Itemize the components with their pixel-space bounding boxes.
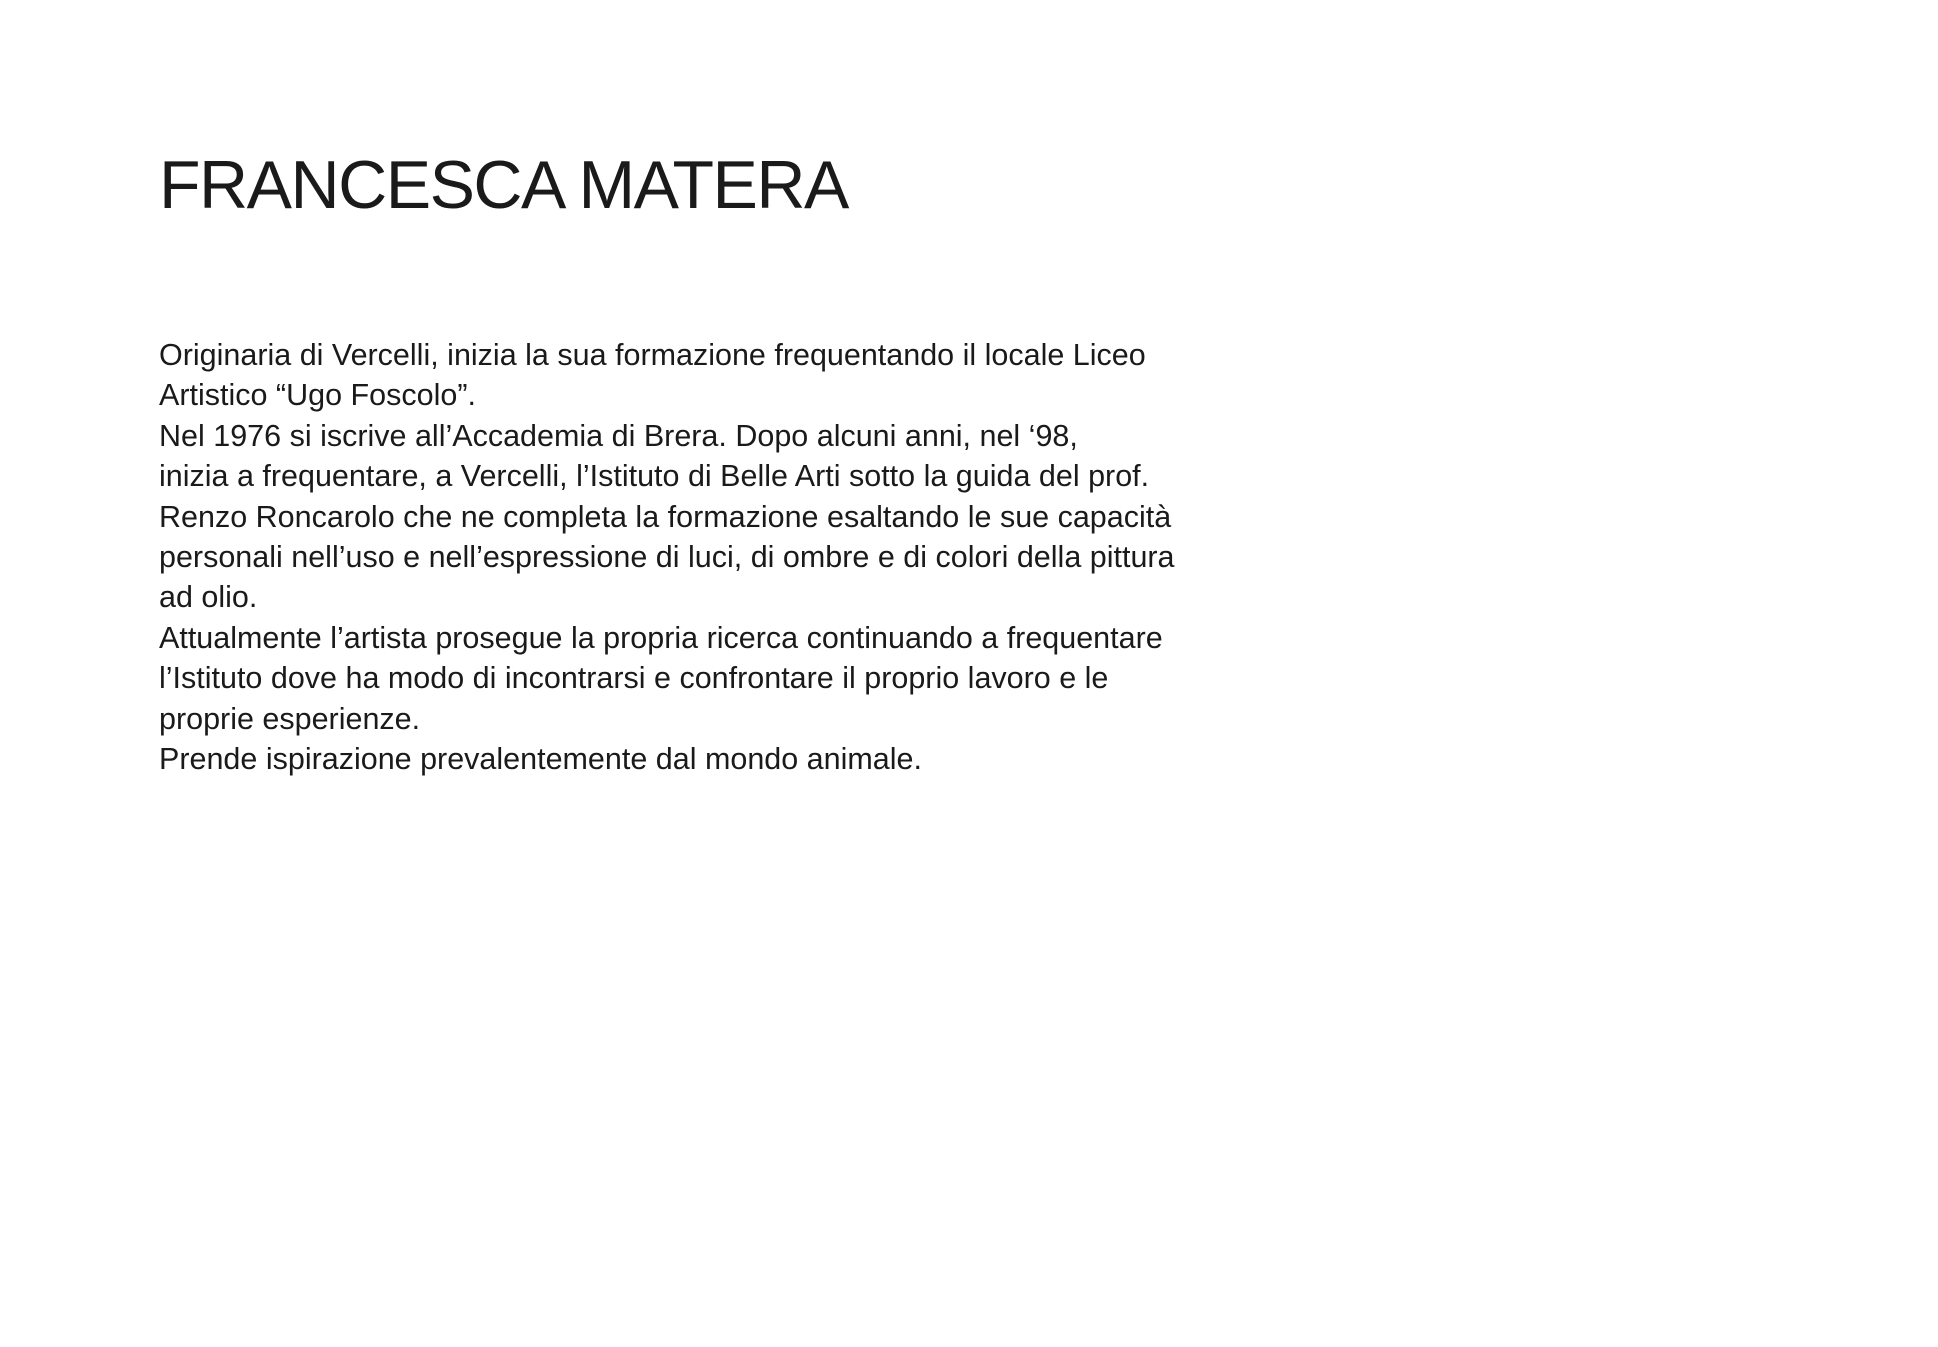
- page-title: FRANCESCA MATERA: [159, 147, 848, 223]
- bio-line: Attualmente l’artista prosegue la propria ricerca continuando a frequentare: [159, 620, 1163, 655]
- bio-line: l’Istituto dove ha modo di incontrarsi e confrontare il proprio lavoro e le: [159, 661, 1109, 696]
- bio-line: Renzo Roncarolo che ne completa la formazione esaltando le sue capacità: [159, 499, 1172, 534]
- bio-line: Originaria di Vercelli, inizia la sua formazione frequentando il locale Liceo: [159, 338, 1146, 372]
- bio-line: Artistico “Ugo Foscolo”.: [159, 378, 476, 413]
- bio-line: ad olio.: [159, 580, 258, 615]
- bio-line: proprie esperienze.: [159, 701, 421, 736]
- bio-line: inizia a frequentare, a Vercelli, l’Istituto di Belle Arti sotto la guida del prof.: [159, 459, 1150, 494]
- bio-line: personali nell’uso e nell’espressione di luci, di ombre e di colori della pittura: [159, 540, 1175, 575]
- bio-line: Nel 1976 si iscrive all’Accademia di Brera. Dopo alcuni anni, nel ‘98,: [159, 418, 1078, 453]
- bio-line: Prende ispirazione prevalentemente dal mondo animale.: [159, 742, 922, 777]
- bio-paragraph: [159, 335, 1175, 779]
